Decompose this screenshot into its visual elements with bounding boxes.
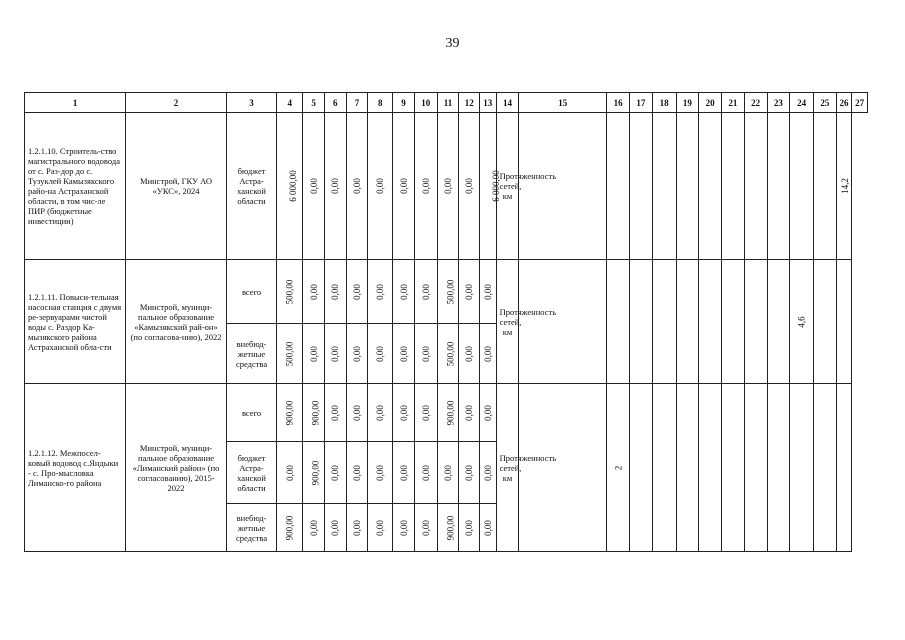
empty-cell: [629, 384, 652, 552]
value-cell: 0,00: [330, 404, 341, 421]
empty-cell: [814, 260, 837, 384]
value-cell: 0,00: [443, 464, 453, 481]
funding-source: всего: [226, 260, 277, 324]
value-cell: 0,00: [308, 519, 319, 536]
value-cell: 0,00: [398, 178, 409, 194]
value-cell: 0,00: [464, 345, 475, 362]
value-cell: 0,00: [375, 178, 386, 194]
responsible-executor: Минстрой, ГКУ АО «УКС», 2024: [126, 113, 226, 260]
header-cell: 3: [226, 93, 277, 113]
header-cell: 18: [652, 93, 676, 113]
header-cell: 5: [303, 93, 325, 113]
indicator-name: Протяженность сетей, км: [496, 113, 519, 260]
header-cell: 15: [519, 93, 607, 113]
header-cell: 8: [368, 93, 393, 113]
header-cell: 23: [767, 93, 790, 113]
value-cell: 900,00: [310, 400, 321, 425]
value-cell: 0,00: [308, 178, 319, 194]
value-cell: 0,00: [398, 404, 409, 421]
header-cell: 14: [496, 93, 519, 113]
header-cell: 11: [437, 93, 459, 113]
empty-cell: [814, 113, 837, 260]
empty-cell: [744, 384, 767, 552]
funding-source: внебюд-жетные средства: [226, 504, 277, 552]
empty-cell: [699, 384, 722, 552]
value-cell: 0,00: [398, 345, 409, 362]
value-cell: 0,00: [330, 283, 341, 300]
value-cell: 0,00: [375, 283, 386, 300]
indicator-name: Протяженность сетей, км: [496, 384, 519, 552]
indicator-name: Протяженность сетей, км: [496, 260, 519, 384]
table-row: [25, 113, 868, 260]
value-cell: 900,00: [445, 515, 456, 540]
header-cell: 6: [324, 93, 346, 113]
value-cell: 900,00: [284, 400, 295, 425]
responsible-executor: Минстрой, муници-пальное образование «Лиманский район» (по согласованию), 2015-2022: [126, 384, 226, 552]
measure-name: 1.2.1.10. Строитель-ство магистрального водовода от с. Раз-дор до с. Тузуклей Камызякского райо-на Астраханской области, в том чис-ле ПИР (бюджетные инвестиции): [25, 113, 126, 260]
header-cell: 1: [25, 93, 126, 113]
value-cell: 0,00: [352, 345, 362, 362]
empty-cell: [767, 113, 790, 260]
value-cell: 0,00: [330, 519, 341, 536]
value-cell: 0,00: [464, 178, 475, 194]
table-row: [25, 260, 868, 324]
value-cell: 0,00: [482, 404, 493, 421]
header-cell: 22: [744, 93, 767, 113]
empty-cell: [652, 260, 676, 384]
empty-cell: [519, 384, 607, 552]
measure-name: 1.2.1.12. Межпосел-ковый водовод с.Яндыки - с. Про-мысловка Лиманско-го района: [25, 384, 126, 552]
value-cell: 0,00: [352, 404, 362, 421]
empty-cell: [652, 113, 676, 260]
value-cell: 0,00: [482, 345, 493, 362]
value-cell: 0,00: [398, 464, 409, 481]
value-cell: 0,00: [420, 283, 431, 300]
value-cell: 0,00: [420, 464, 431, 481]
page-number: 39: [445, 36, 460, 51]
header-cell: 4: [277, 93, 303, 113]
measure-name: 1.2.1.11. Повыси-тельная насосная станция с двумя ре-зервуарами чистой воды с. Раздор Ка-мызякского района Астраханской обла-сти: [25, 260, 126, 384]
empty-cell: [629, 260, 652, 384]
value-cell: 0,00: [375, 464, 386, 481]
header-cell: 16: [607, 93, 630, 113]
value-cell: 0,00: [482, 283, 493, 300]
value-cell: 0,00: [482, 464, 493, 481]
header-cell: 9: [393, 93, 415, 113]
value-cell: 500,00: [445, 279, 456, 304]
header-cell: 13: [480, 93, 497, 113]
value-cell: 900,00: [310, 460, 321, 485]
empty-cell: [722, 260, 745, 384]
empty-cell: [744, 260, 767, 384]
empty-cell: [814, 384, 837, 552]
value-cell: 6 000,00: [490, 170, 501, 202]
header-cell: 27: [852, 93, 868, 113]
empty-cell: [652, 384, 676, 552]
value-cell: 0,00: [352, 283, 362, 300]
empty-cell: [607, 113, 630, 260]
value-cell: 0,00: [375, 404, 386, 421]
value-cell: 0,00: [464, 283, 475, 300]
value-cell: 500,00: [445, 341, 456, 366]
header-cell: 2: [126, 93, 226, 113]
funding-source: всего: [226, 384, 277, 442]
value-cell: 900,00: [284, 515, 295, 540]
funding-source: бюджет Астра-ханской области: [226, 113, 277, 260]
funding-source: бюджет Астра-ханской области: [226, 442, 277, 504]
header-cell: 19: [676, 93, 699, 113]
value-cell: 0,00: [352, 519, 362, 536]
empty-cell: [722, 113, 745, 260]
empty-cell: [629, 113, 652, 260]
empty-cell: [722, 384, 745, 552]
program-table: [24, 92, 868, 552]
empty-cell: [607, 260, 630, 384]
value-cell: 0,00: [330, 178, 341, 194]
header-cell: 20: [699, 93, 722, 113]
value-cell: 0,00: [308, 283, 319, 300]
value-cell: 0,00: [420, 178, 431, 194]
header-cell: 25: [814, 93, 837, 113]
value-cell: 0,00: [330, 464, 341, 481]
empty-cell: [767, 260, 790, 384]
empty-cell: [519, 260, 607, 384]
value-cell: 0,00: [420, 404, 431, 421]
value-cell: 0,00: [398, 519, 409, 536]
value-cell: 0,00: [398, 283, 409, 300]
value-cell: 500,00: [284, 279, 295, 304]
indicator-value: 14,2: [839, 178, 850, 194]
header-cell: 24: [790, 93, 814, 113]
header-cell: 7: [346, 93, 368, 113]
value-cell: 0,00: [308, 345, 319, 362]
empty-cell: [790, 113, 814, 260]
value-cell: 0,00: [464, 519, 475, 536]
value-cell: 6 000,00: [288, 170, 299, 202]
value-cell: 0,00: [420, 345, 431, 362]
value-cell: 0,00: [464, 464, 475, 481]
header-cell: 10: [414, 93, 437, 113]
empty-cell: [836, 384, 852, 552]
table-row: [25, 384, 868, 442]
empty-cell: [790, 384, 814, 552]
funding-source: внебюд-жетные средства: [226, 324, 277, 384]
value-cell: 0,00: [352, 464, 362, 481]
empty-cell: [699, 260, 722, 384]
value-cell: 500,00: [284, 341, 295, 366]
empty-cell: [744, 113, 767, 260]
empty-cell: [836, 260, 852, 384]
responsible-executor: Минстрой, муници-пальное образование «Камызякский рай-он» (по согласова-нию), 2022: [126, 260, 226, 384]
header-cell: 26: [836, 93, 852, 113]
indicator-value: 2: [613, 465, 624, 470]
value-cell: 0,00: [284, 464, 295, 481]
header-cell: 21: [722, 93, 745, 113]
empty-cell: [767, 384, 790, 552]
value-cell: 900,00: [445, 400, 456, 425]
empty-cell: [519, 113, 607, 260]
value-cell: 0,00: [330, 345, 341, 362]
indicator-value: 4,6: [796, 315, 807, 328]
value-cell: 0,00: [443, 178, 453, 194]
header-cell: 17: [629, 93, 652, 113]
value-cell: 0,00: [375, 345, 386, 362]
value-cell: 0,00: [375, 519, 386, 536]
empty-cell: [676, 384, 699, 552]
value-cell: 0,00: [420, 519, 431, 536]
empty-cell: [676, 113, 699, 260]
value-cell: 0,00: [464, 404, 475, 421]
value-cell: 0,00: [482, 519, 493, 536]
header-cell: 12: [459, 93, 480, 113]
empty-cell: [676, 260, 699, 384]
header-row: [25, 93, 868, 113]
empty-cell: [699, 113, 722, 260]
value-cell: 0,00: [352, 178, 362, 194]
